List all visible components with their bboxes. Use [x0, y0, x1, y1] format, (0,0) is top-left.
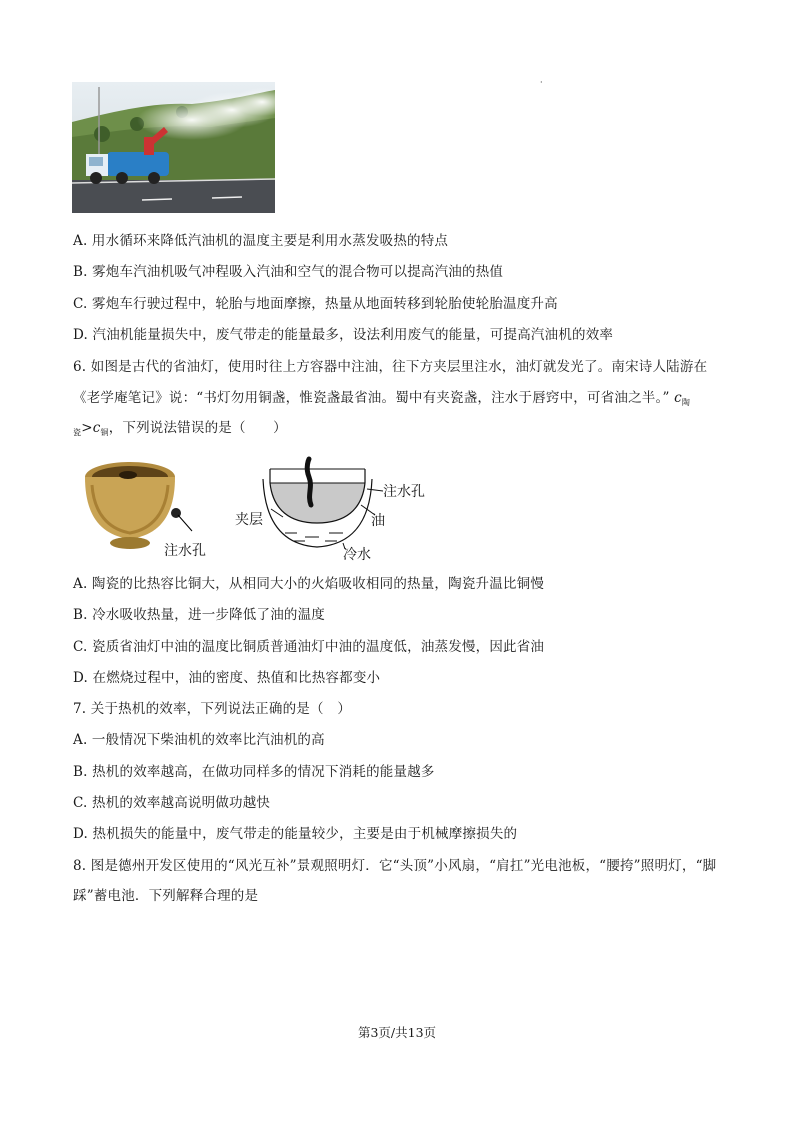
greater-than: >	[81, 420, 93, 436]
q5-option-a: A. 用水循环来降低汽油机的温度主要是利用水蒸发吸热的特点	[73, 233, 449, 249]
cold-water-label: 冷水	[343, 547, 371, 563]
q7-option-d: D. 热机损失的能量中，废气带走的能量较少，主要是由于机械摩擦损失的	[73, 826, 518, 842]
q7-option-b: B. 热机的效率越高，在做功同样多的情况下消耗的能量越多	[73, 764, 435, 780]
inlet-label-photo: 注水孔	[164, 543, 206, 559]
q7-stem: 7. 关于热机的效率，下列说法正确的是（ ）	[73, 701, 352, 717]
q8-stem-line2: 踩”蓄电池．下列解释合理的是	[73, 888, 259, 904]
q6-question: ，下列说法错误的是（ ）	[108, 420, 287, 436]
inlet-label-diagram: 注水孔	[383, 484, 425, 500]
subscript-tong: 铜	[100, 428, 109, 437]
subscript-ci: 瓷	[73, 428, 82, 437]
q5-option-b: B. 雾炮车汽油机吸气冲程吸入汽油和空气的混合物可以提高汽油的热值	[73, 264, 504, 280]
q6-option-b: B. 冷水吸收热量，进一步降低了油的温度	[73, 607, 326, 623]
q5-option-c: C. 雾炮车行驶过程中，轮胎与地面摩擦，热量从地面转移到轮胎使轮胎温度升高	[73, 296, 558, 312]
oil-lamp-diagram	[225, 455, 465, 565]
q6-option-c: C. 瓷质省油灯中油的温度比铜质普通油灯中油的温度低，油蒸发慢，因此省油	[73, 639, 545, 655]
q6-stem-line2	[73, 386, 690, 408]
page-footer: 第3页/共13页	[357, 1025, 437, 1040]
q7-option-a: A. 一般情况下柴油机的效率比汽油机的高	[73, 732, 325, 748]
oil-label: 油	[371, 513, 385, 529]
q5-option-d: D. 汽油机能量损失中，废气带走的能量最多，设法利用废气的能量，可提高汽油机的效率	[73, 327, 614, 343]
oil-lamp-photo	[80, 455, 220, 560]
subscript-tao: 陶	[681, 398, 691, 407]
q6-option-a: A. 陶瓷的比热容比铜大，从相同大小的火焰吸收相同的热量，陶瓷升温比铜慢	[73, 576, 545, 592]
c-symbol: c	[674, 390, 682, 406]
q6-quote: 《老学庵笔记》说：“书灯勿用铜盏，惟瓷盏最省油。蜀中有夹瓷盏，注水于唇窍中，可省油之半。”	[73, 390, 670, 406]
q6-stem-line3	[73, 416, 287, 438]
interlayer-label: 夹层	[235, 512, 263, 528]
c-symbol-2: c	[92, 420, 101, 436]
q6-option-d: D. 在燃烧过程中，油的密度、热值和比热容都变小	[73, 670, 381, 686]
q8-stem-line1: 8. 图是德州开发区使用的“风光互补”景观照明灯．它“头顶”小风扇，“肩扛”光电池板，“腰挎”照明灯，“脚	[73, 858, 717, 874]
q6-stem-line1: 6. 如图是古代的省油灯，使用时往上方容器中注油，往下方夹层里注水，油灯就发光了。南宋诗人陆游在	[73, 359, 708, 375]
stray-mark: ·	[540, 78, 543, 87]
q7-option-c: C. 热机的效率越高说明做功越快	[73, 795, 271, 811]
fog-cannon-truck-photo	[72, 82, 275, 213]
